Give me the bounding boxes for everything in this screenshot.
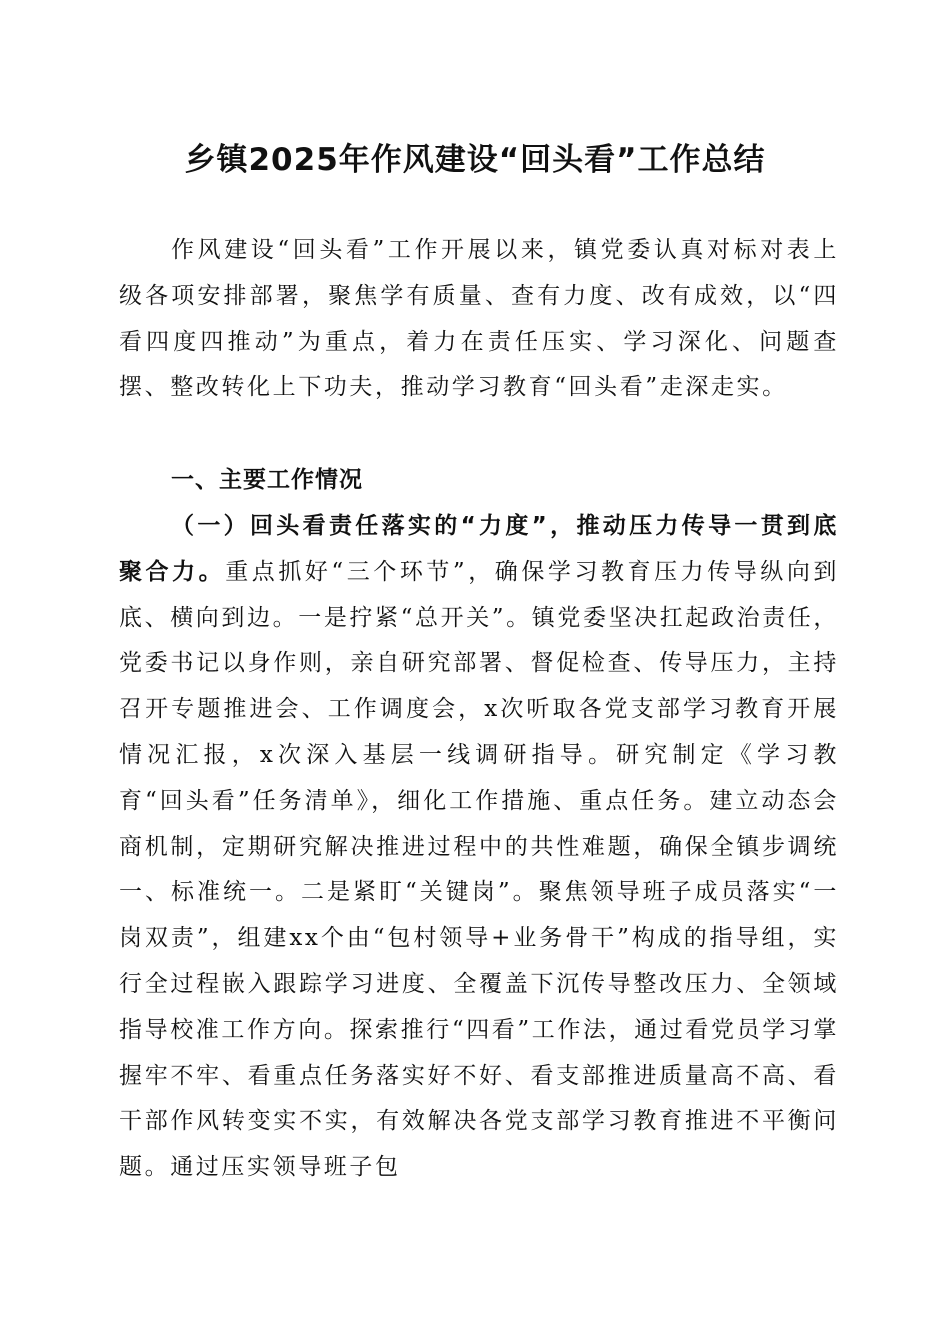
intro-paragraph: 作风建设“回头看”工作开展以来，镇党委认真对标对表上级各项安排部署，聚焦学有质量、查有力度、改有成效，以“四看四度四推动”为重点，着力在责任压实、学习深化、问题查摆、整改转化上下功夫，推动学习教育“回头看”走深走实。 [119, 237, 839, 401]
section-heading: 一、主要工作情况 [171, 467, 363, 493]
paragraph-text: 重点抓好“三个环节”，确保学习教育压力传导纵向到底、横向到边。一是拧紧“总开关”。镇党委坚决扛起政治责任，党委书记以身作则，亲自研究部署、督促检查、传导压力，主持召开专题推进会、工作调度会，x次听取各党支部学习教育开展情况汇报，x次深入基层一线调研指导。研究制定《学习教育“回头看”任务清单》，细化工作措施、重点任务。建立动态会商机制，定期研究解决推进过程中的共性难题，确保全镇步调统一、标准统一。二是紧盯“关键岗”。聚焦领导班子成员落实“一岗双责”，组建xx个由“包村领导+业务骨干”构成的指导组，实行全过程嵌入跟踪学习进度、全覆盖下沉传导整改压力、全领域指导校准工作方向。探索推行“四看”工作法，通过看党员学习掌握牢不牢、看重点任务落实好不好、看支部推进质量高不高、看干部作风转变实不实，有效解决各党支部学习教育推进不平衡问题。通过压实领导班子包 [119, 558, 840, 1181]
body-paragraph [119, 504, 840, 1181]
document-title: 乡镇2025年作风建设“回头看”工作总结 [184, 142, 766, 178]
sub-heading: （一）回头看责任落实的“力度”，推动压力传导一贯到底聚合力。 [119, 513, 839, 585]
